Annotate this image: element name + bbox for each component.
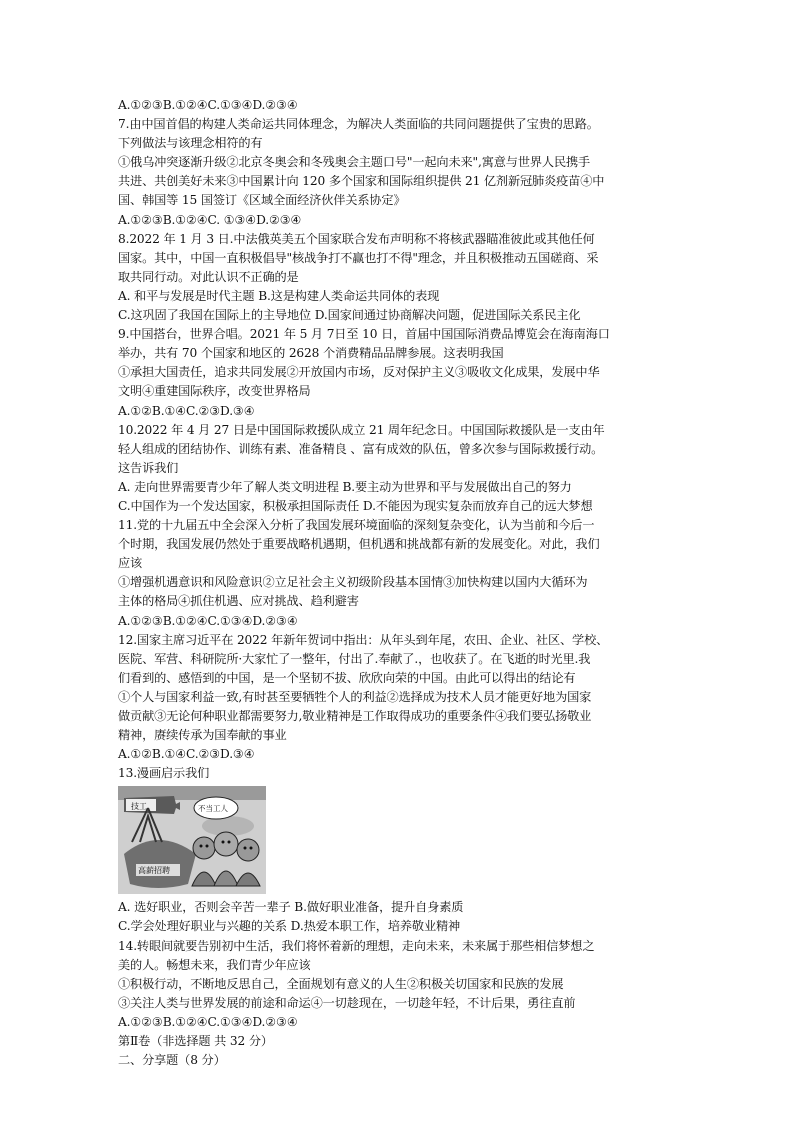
- text-line: 们看到的、感悟到的中国，是一个坚韧不拔、欣欣向荣的中国。由此可以得出的结论有: [118, 670, 576, 685]
- text-line: 14.转眼间就要告别初中生活，我们将怀着新的理想，走向未来，未来属于那些相信梦想之: [118, 938, 595, 953]
- text-line: 13.漫画启示我们: [118, 766, 210, 781]
- text-line: C.这巩固了我国在国际上的主导地位 D.国家间通过协商解决问题，促进国际关系民主化: [118, 308, 581, 323]
- text-line: 二、分享题（8 分）: [118, 1053, 226, 1068]
- text-line: 取共同行动。对此认识不正确的是: [118, 269, 299, 284]
- text-line: A.①②③B.①②④C.①③④D.②③④: [118, 1014, 298, 1029]
- text-line: ③关注人类与世界发展的前途和命运④一切趁现在，一切趁年轻，不计后果，勇往直前: [118, 995, 576, 1010]
- question-block-bottom: [118, 898, 686, 1070]
- text-line: 共进、共创美好未来③中国累计向 120 多个国家和国际组织提供 21 亿剂新冠肺炎疫苗④中: [118, 174, 605, 189]
- text-line: A. 和平与发展是时代主题 B.这是构建人类命运共同体的表现: [118, 288, 440, 303]
- text-line: ①积极行动，不断地反思自己，全面规划有意义的人生②积极关切国家和民族的发展: [118, 976, 564, 991]
- cartoon-illustration: [118, 786, 266, 894]
- text-line: A.①②B.①④C.②③D.③④: [118, 747, 255, 762]
- bowl-label: 高薪招聘: [138, 866, 170, 876]
- text-line: 12.国家主席习近平在 2022 年新年贺词中指出：从年头到年尾，农田、企业、社区、学校、: [118, 632, 609, 647]
- sign-right-label: 不当工人: [198, 804, 228, 814]
- text-line: 做贡献③无论何种职业都需要努力,敬业精神是工作取得成功的重要条件④我们要弘扬敬业: [118, 709, 592, 723]
- text-line: 9.中国搭台，世界合唱。2021 年 5 月 7日至 10 日，首届中国国际消费品博览会在海南海口: [118, 327, 610, 342]
- text-line: 美的人。畅想未来，我们青少年应该: [118, 957, 311, 972]
- exam-page: [118, 96, 686, 1070]
- text-line: 轻人组成的团结协作、训练有素、准备精良 、富有成效的队伍，曾多次参与国际救援行动。: [118, 441, 604, 456]
- text-line: 第Ⅱ卷（非选择题 共 32 分）: [118, 1034, 273, 1049]
- text-line: 10.2022 年 4 月 27 日是中国国际救援队成立 21 周年纪念日。中国国际救援队是一支由年: [118, 422, 605, 437]
- text-line: A.①②③B.①②④C.①③④D.②③④: [118, 98, 298, 112]
- text-line: ①增强机遇意识和风险意识②立足社会主义初级阶段基本国情③加快构建以国内大循环为: [118, 575, 588, 590]
- text-line: 这告诉我们: [118, 460, 179, 475]
- text-line: 应该: [118, 556, 143, 571]
- text-line: 个时期，我国发展仍然处于重要战略机遇期，但机遇和挑战都有新的发展变化。对此，我们: [118, 537, 600, 552]
- text-line: 举办，共有 70 个国家和地区的 2628 个消费精品品牌参展。这表明我国: [118, 346, 504, 361]
- text-line: 11.党的十九届五中全会深入分析了我国发展环境面临的深刻复杂变化，认为当前和今后一: [118, 518, 595, 533]
- question-block-top: [118, 96, 686, 783]
- sign-left-label: 技工: [131, 802, 147, 812]
- text-line: C.中国作为一个发达国家，积极承担国际责任 D.不能因为现实复杂而放弃自己的远大梦想: [118, 498, 593, 513]
- text-line: A.①②B.①④C.②③D.③④: [118, 403, 255, 418]
- text-line: ①承担大国责任，追求共同发展②开放国内市场，反对保护主义③吸收文化成果，发展中华: [118, 365, 600, 380]
- text-line: 8.2022 年 1 月 3 日.中法俄英美五个国家联合发布声明称不将核武器瞄准彼此或其他任何: [118, 231, 595, 246]
- text-line: 医院、军营、科研院所·大家忙了一整年，付出了.奉献了.，也收获了。在飞逝的时光里.我: [118, 651, 591, 666]
- text-line: 国、韩国等 15 国签订《区域全面经济伙伴关系协定》: [118, 193, 406, 208]
- text-line: 精神，赓续传承为国奉献的事业: [118, 728, 287, 743]
- text-line: 主体的格局④抓住机遇、应对挑战、趋利避害: [118, 594, 359, 609]
- text-line: 7.由中国首倡的构建人类命运共同体理念，为解决人类面临的共同问题提供了宝贵的思路。: [118, 117, 599, 132]
- text-line: A. 走向世界需要青少年了解人类文明进程 B.要主动为世界和平与发展做出自己的努力: [118, 479, 572, 494]
- text-line: ①俄乌冲突逐渐升级②北京冬奥会和冬残奥会主题口号"一起向未来",寓意与世界人民携手: [118, 155, 591, 170]
- text-line: 下列做法与该理念相符的有: [118, 136, 263, 151]
- text-line: A.①②③B.①②④C.①③④D.②③④: [118, 613, 298, 628]
- text-line: 国家。其中，中国一直积极倡导"核战争打不赢也打不得"理念，并且积极推动五国磋商、采: [118, 250, 599, 265]
- text-line: C.学会处理好职业与兴趣的关系 D.热爱本职工作，培养敬业精神: [118, 919, 461, 934]
- text-line: A. 选好职业，否则会辛苦一辈子 B.做好职业准备，提升自身素质: [118, 900, 464, 915]
- text-line: ①个人与国家利益一致,有时甚至要牺牲个人的利益②选择成为技术人员才能更好地为国家: [118, 689, 592, 704]
- cartoon-image: [118, 786, 266, 894]
- text-line: 文明④重建国际秩序，改变世界格局: [118, 384, 311, 399]
- text-line: A.①②③B.①②④C. ①③④D.②③④: [118, 212, 302, 227]
